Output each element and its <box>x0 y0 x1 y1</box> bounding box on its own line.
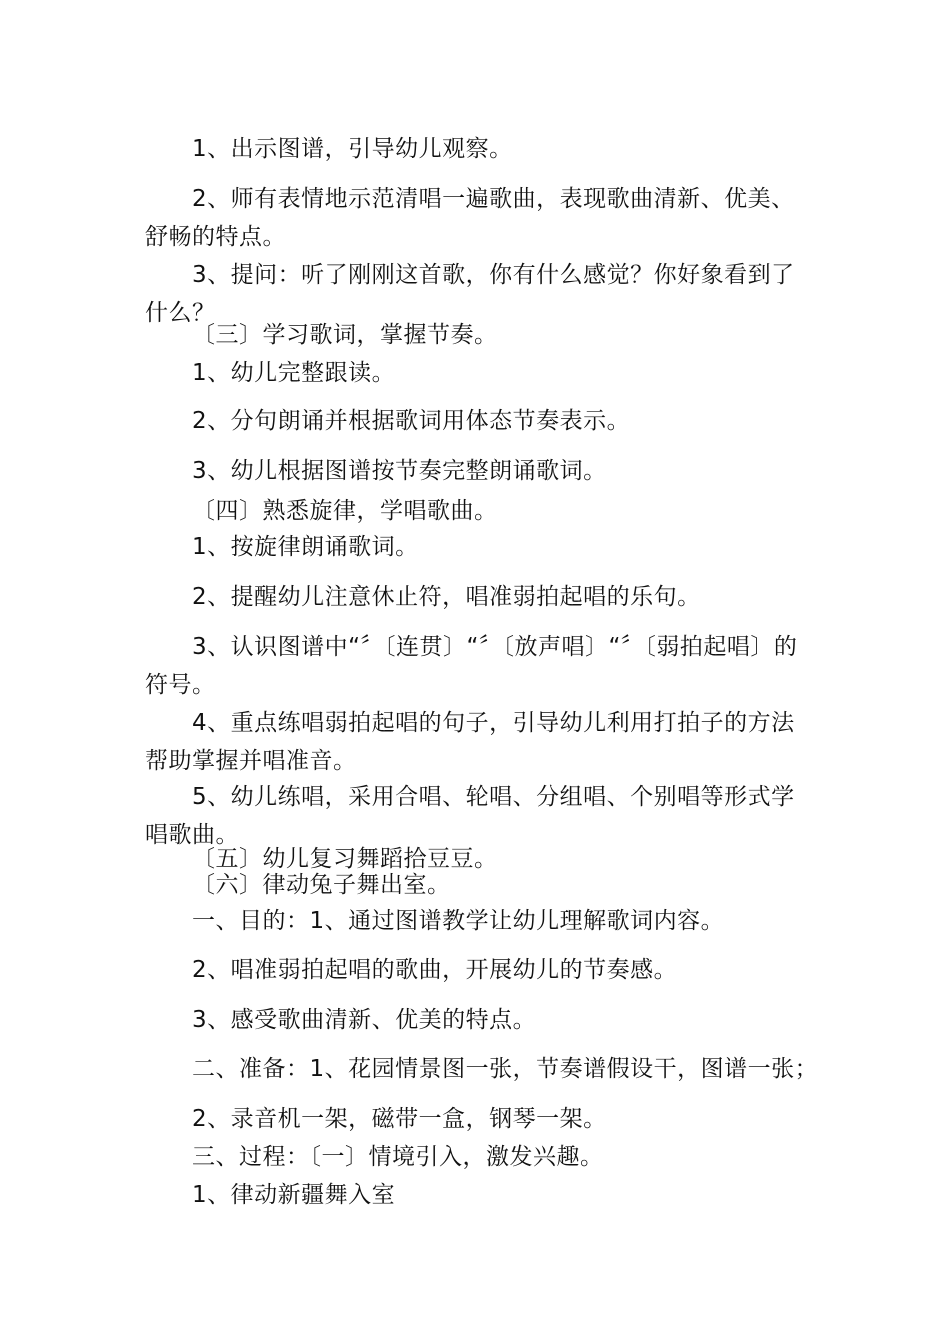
paragraph-8: 2、提醒幼儿注意休止符，唱准弱拍起唱的乐句。 <box>192 584 701 610</box>
section-6-heading: 〔六〕律动兔子舞出室。 <box>192 872 451 898</box>
preparation-item-2: 2、录音机一架，磁带一盒，钢琴一架。 <box>192 1106 607 1132</box>
paragraph-9: 3、认识图谱中“〞〔连贯〕“〞〔放声唱〕“〞〔弱拍起唱〕的符号。 <box>145 634 798 698</box>
section-5-heading: 〔五〕幼儿复习舞蹈拾豆豆。 <box>192 846 498 872</box>
section-4-heading: 〔四〕熟悉旋律，学唱歌曲。 <box>192 498 498 524</box>
goal-heading: 一、目的：1、通过图谱教学让幼儿理解歌词内容。 <box>192 908 725 934</box>
paragraph-2: 2、师有表情地示范清唱一遍歌曲，表现歌曲清新、优美、舒畅的特点。 <box>145 186 795 250</box>
process-item-1: 1、律动新疆舞入室 <box>192 1182 396 1208</box>
goal-item-2: 2、唱准弱拍起唱的歌曲，开展幼儿的节奏感。 <box>192 957 678 983</box>
paragraph-11: 5、幼儿练唱，采用合唱、轮唱、分组唱、个别唱等形式学唱歌曲。 <box>145 784 795 848</box>
paragraph-4: 1、幼儿完整跟读。 <box>192 360 396 386</box>
paragraph-6: 3、幼儿根据图谱按节奏完整朗诵歌词。 <box>192 458 607 484</box>
preparation-heading: 二、准备：1、花园情景图一张，节奏谱假设干，图谱一张； <box>192 1056 819 1082</box>
paragraph-3: 3、提问：听了刚刚这首歌，你有什么感觉？你好象看到了什么？ <box>145 262 795 326</box>
paragraph-10: 4、重点练唱弱拍起唱的句子，引导幼儿利用打拍子的方法帮助掌握并唱准音。 <box>145 710 795 774</box>
paragraph-1: 1、出示图谱，引导幼儿观察。 <box>192 136 513 162</box>
goal-item-3: 3、感受歌曲清新、优美的特点。 <box>192 1007 537 1033</box>
section-3-heading: 〔三〕学习歌词，掌握节奏。 <box>192 322 498 348</box>
process-heading: 三、过程：〔一〕情境引入，激发兴趣。 <box>192 1144 604 1170</box>
paragraph-7: 1、按旋律朗诵歌词。 <box>192 534 419 560</box>
paragraph-5: 2、分句朗诵并根据歌词用体态节奏表示。 <box>192 408 631 434</box>
